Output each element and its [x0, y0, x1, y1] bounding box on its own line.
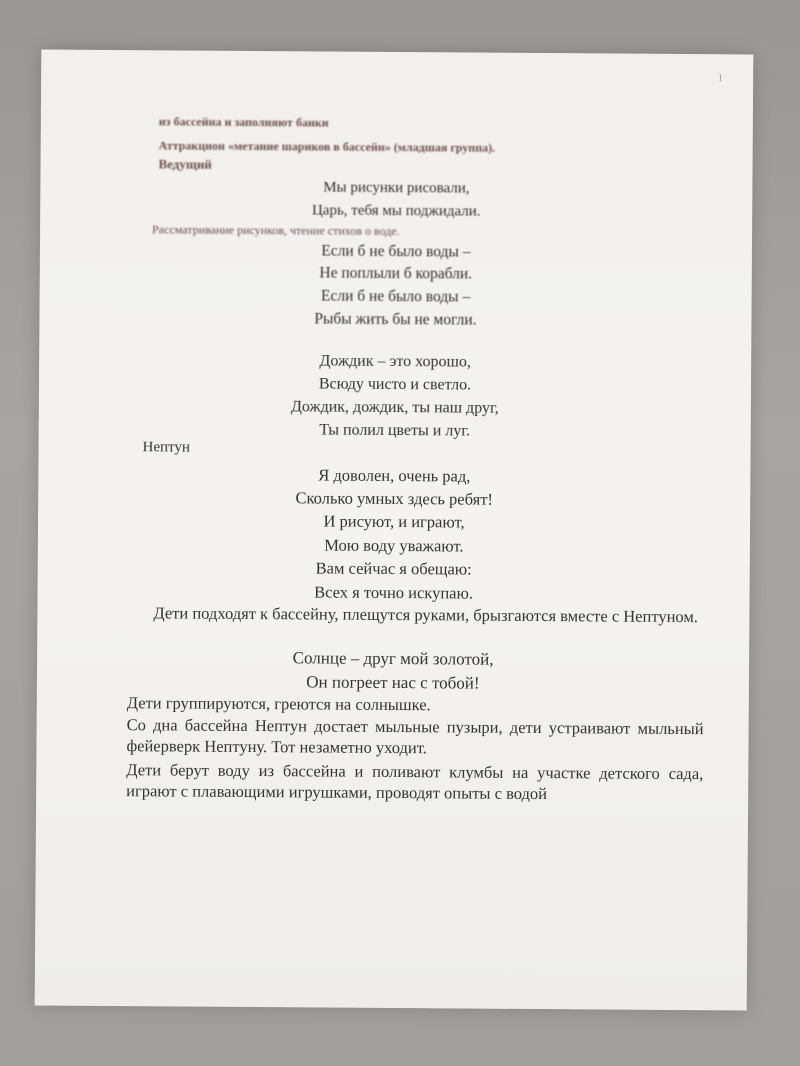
verse4-line-6: Всех я точно искупаю.	[314, 582, 474, 603]
verse3-line-4: Ты полил цветы и луг.	[319, 421, 471, 440]
stage-note-1: Рассматривание рисунков, чтение стихов о воде.	[152, 222, 400, 239]
stage-note-3: Дети группируются, греются на солнышке.	[126, 693, 431, 715]
speaker-host: Ведущий	[158, 156, 212, 172]
verse3-line-1: Дождик – это хорошо,	[319, 352, 471, 371]
verse4-line-5: Вам сейчас я обещаю:	[315, 558, 472, 579]
verse4-line-4: Мою воду уважают.	[324, 535, 464, 556]
verse2-line-1: Если б не было воды –	[321, 242, 471, 261]
stage-note-4: Со дна бассейна Нептун достает мыльные пузыри, дети устраивают мыльный фейерверк Нептуну. Тот незаметно уходит.	[126, 715, 704, 758]
stage-note-5: Дети берут воду из бассейна и поливают клумбы на участке детского сада, играют с плавающими игрушками, проводят опыты с водой	[126, 760, 704, 804]
paper-sheet	[35, 50, 754, 1011]
stage-note-2: Дети подходят к бассейну, плещутся руками, брызгаются вместе с Нептуном.	[153, 603, 699, 627]
verse1-line-1: Мы рисунки рисовали,	[323, 179, 470, 197]
page-number: 1	[717, 72, 724, 85]
speaker-neptune: Нептун	[142, 439, 191, 456]
verse3-line-3: Дождик, дождик, ты наш друг,	[290, 398, 499, 417]
top-line-1: из бассейна и заполняют банки	[158, 114, 329, 130]
verse2-line-4: Рыбы жить бы не могли.	[314, 310, 477, 329]
verse4-line-2: Сколько умных здесь ребят!	[295, 488, 494, 509]
verse5-line-2: Он погреет нас с тобой!	[306, 672, 480, 693]
verse4-line-1: Я доволен, очень рад,	[318, 465, 471, 486]
top-line-2: Аттракцион «метание шариков в бассейн» (младшая группа).	[158, 138, 496, 155]
verse5-line-1: Солнце – друг мой золотой,	[292, 648, 494, 669]
verse3-line-2: Всюду чисто и светло.	[318, 375, 472, 394]
verse2-line-3: Если б не было воды –	[320, 287, 471, 306]
verse2-line-2: Не поплыли б корабли.	[319, 264, 473, 283]
verse1-line-2: Царь, тебя мы поджидали.	[311, 202, 481, 220]
verse4-line-3: И рисуют, и играют,	[323, 511, 465, 532]
